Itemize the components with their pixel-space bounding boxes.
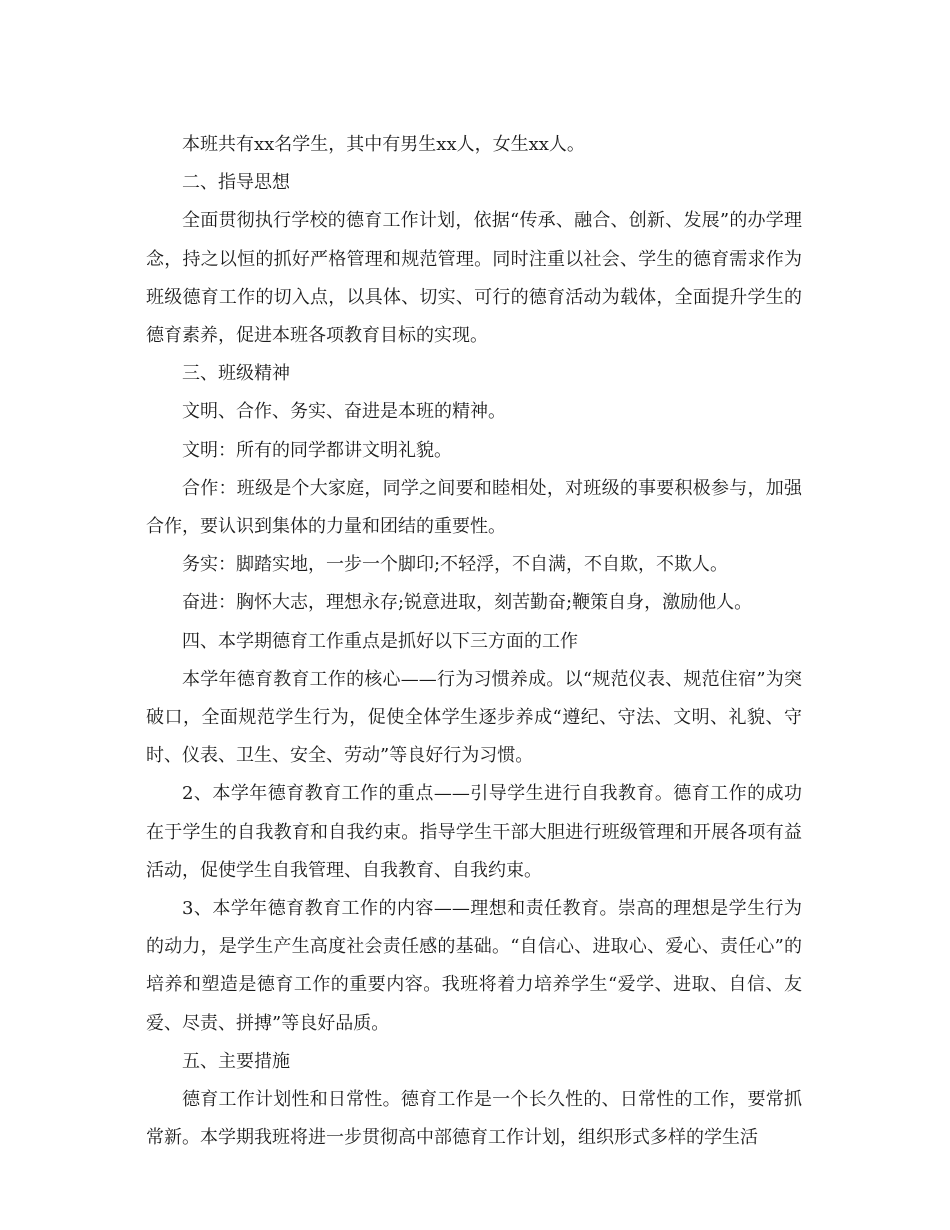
paragraph-civility: 文明：所有的同学都讲文明礼貌。 [182, 439, 452, 461]
heading-guiding-ideology: 二、指导思想 [182, 172, 290, 194]
paragraph-self-education: 2、本学年德育教育工作的重点——引导学生进行自我教育。德育工作的成功在于学生的自我教育和自我约束。指导学生干部大胆进行班级管理和开展各项有益活动，促使学生自我管理、自我教育、自我约束。 [146, 783, 802, 881]
paragraph-ideals-responsibility: 3、本学年德育教育工作的内容——理想和责任教育。崇高的理想是学生行为的动力，是学生产生高度社会责任感的基础。“自信心、进取心、爱心、责任心”的培养和塑造是德育工作的重要内容。我班将着力培养学生“爱学、进取、自信、友爱、尽责、拼搏”等良好品质。 [146, 898, 802, 1034]
heading-class-spirit: 三、班级精神 [182, 363, 290, 385]
paragraph-class-size: 本班共有xx名学生，其中有男生xx人，女生xx人。 [182, 134, 585, 155]
paragraph-pragmatism: 务实：脚踏实地，一步一个脚印;不轻浮，不自满，不自欺，不欺人。 [182, 554, 729, 576]
heading-key-work: 四、本学期德育工作重点是抓好以下三方面的工作 [182, 630, 578, 652]
paragraph-guiding-ideology: 全面贯彻执行学校的德育工作计划，依据“传承、融合、创新、发展”的办学理念，持之以恒的抓好严格管理和规范管理。同时注重以社会、学生的德育需求作为班级德育工作的切入点，以具体、切实、可行的德育活动为载体，全面提升学生的德育素养，促进本班各项教育目标的实现。 [146, 210, 802, 347]
heading-main-measures: 五、主要措施 [182, 1050, 290, 1072]
document-body [146, 126, 802, 1157]
paragraph-cooperation: 合作：班级是个大家庭，同学之间要和睦相处，对班级的事要积极参与，加强合作，要认识到集体的力量和团结的重要性。 [146, 477, 802, 538]
paragraph-class-spirit: 文明、合作、务实、奋进是本班的精神。 [182, 401, 506, 423]
paragraph-striving: 奋进：胸怀大志，理想永存;锐意进取，刻苦勤奋;鞭策自身，激励他人。 [182, 592, 753, 614]
paragraph-main-measures: 德育工作计划性和日常性。德育工作是一个长久性的、日常性的工作，要常抓常新。本学期我班将进一步贯彻高中部德育工作计划，组织形式多样的学生活 [146, 1089, 802, 1149]
paragraph-core-habits: 本学年德育教育工作的核心——行为习惯养成。以“规范仪表、规范住宿”为突破口，全面规范学生行为，促使全体学生逐步养成“遵纪、守法、文明、礼貌、守时、仪表、卫生、安全、劳动”等良好行为习惯。 [146, 668, 802, 767]
